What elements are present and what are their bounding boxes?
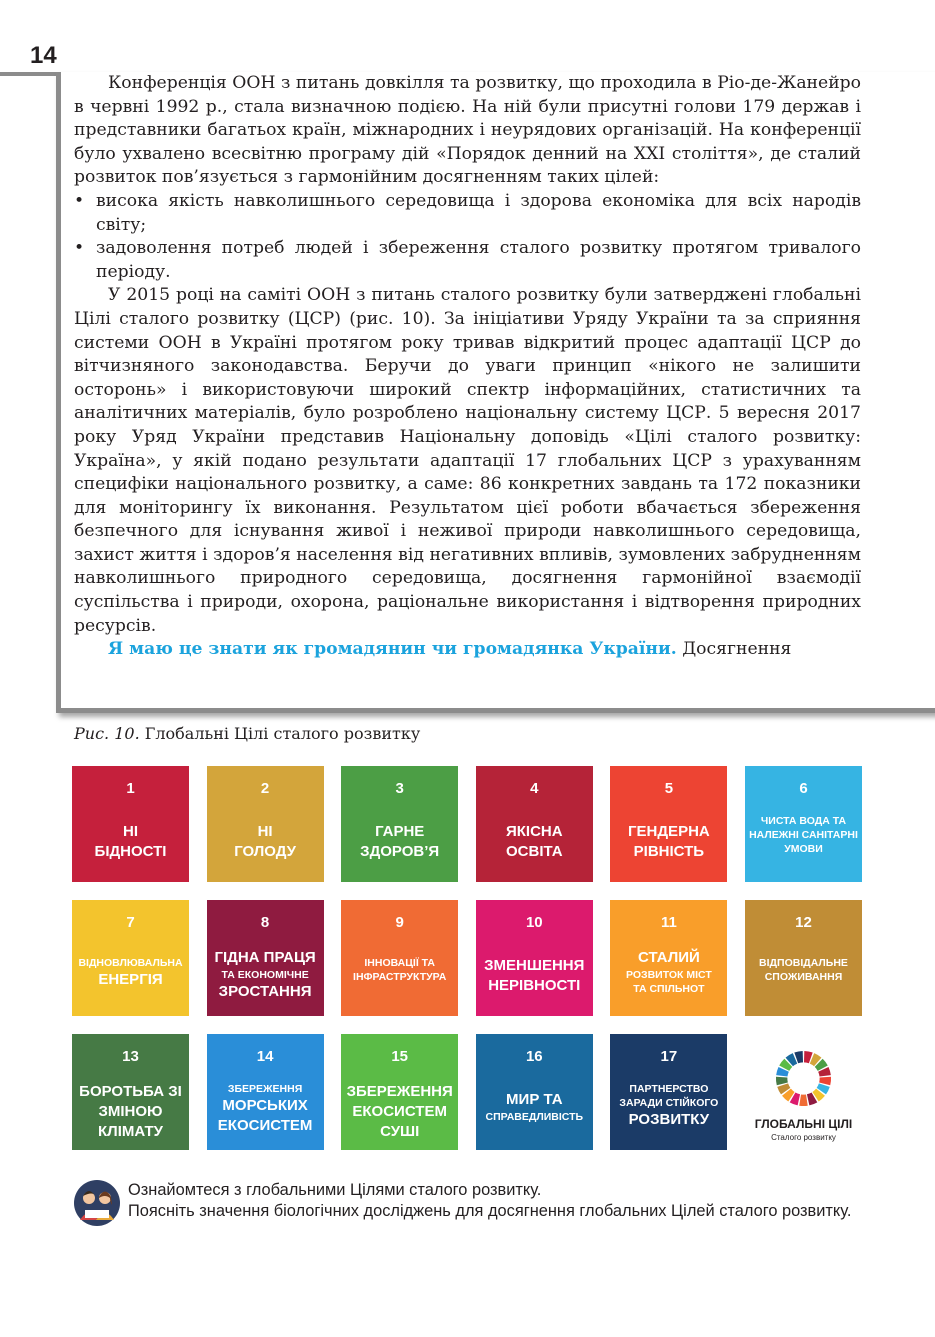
sdg-goal-label [480, 822, 589, 862]
sdg-goal-number: 12 [795, 914, 812, 931]
task-line-2: Поясніть значення біологічних досліджень для досягнення глобальних Цілей сталого розвитку. [128, 1202, 852, 1220]
sdg-goal-number: 14 [256, 1048, 274, 1065]
sdg-goal-17 [610, 1034, 727, 1150]
students-icon [74, 1180, 120, 1226]
list-item [74, 237, 861, 284]
sdg-goal-label-line: БІДНОСТІ [94, 843, 167, 860]
task-text [128, 1180, 868, 1222]
sdg-goal-label-line: ЗРОСТАННЯ [218, 983, 312, 1000]
sdg-goal-9 [341, 900, 458, 1016]
sdg-goal-label-line: ІННОВАЦІЇ ТА [364, 957, 435, 969]
sdg-goal-number: 6 [799, 780, 808, 797]
sdg-goal-number: 3 [395, 780, 404, 797]
sdg-goal-label [749, 956, 858, 984]
sdg-goal-10 [476, 900, 593, 1016]
sdg-goal-label-line: СУШІ [380, 1123, 420, 1140]
sdg-goal-label-line: НІ [257, 823, 273, 840]
sdg-goal-label-line: ГІДНА ПРАЦЯ [214, 949, 316, 966]
sdg-goal-label-line: НЕРІВНОСТІ [488, 977, 581, 994]
sdg-wheel-segment [819, 1077, 831, 1085]
sdg-goal-number: 8 [260, 914, 270, 931]
sdg-goal-number: 2 [260, 780, 270, 797]
sdg-goal-label-line: ПАРТНЕРСТВО [629, 1083, 709, 1095]
list-item [74, 190, 861, 237]
sdg-goal-label-line: УМОВИ [784, 843, 823, 855]
goals-list [74, 190, 861, 284]
sdg-goal-label-line: ЗАРАДИ СТІЙКОГО [619, 1097, 719, 1109]
sdg-goal-3 [341, 766, 458, 882]
sdg-goal-5 [610, 766, 727, 882]
sdg-wheel-segment [799, 1094, 807, 1106]
sdg-goal-7 [72, 900, 189, 1016]
sdg-goal-label-line: НІ [123, 823, 138, 840]
sdg-goal-label-line: ЗМІНОЮ [98, 1103, 163, 1120]
paragraph-1: Конференція ООН з питань довкілля та розвитку, що проходила в Ріо-де-Жанейро в червні 1992 р., стала визначною подією. На ній були присутні голови 179 держав і представники багатьох країн, міжнародних і неурядових організацій. На конференції було ухвалено всесвітню програму дій «Порядок денний на XXI століття», де сталий розвиток пов’язується з гармонійним досягненням таких цілей: [74, 73, 861, 188]
sdg-goal-number: 10 [525, 914, 543, 931]
sdg-goal-label-line: СПРАВЕДЛИВІСТЬ [485, 1111, 584, 1123]
sdg-goal-11 [610, 900, 727, 1016]
sdg-goal-label-line: ВІДПОВІДАЛЬНЕ [759, 957, 848, 969]
list-item-text: висока якість навколишнього середовища і здорова економіка для всіх народів світу; [96, 190, 861, 235]
sdg-goal-label-line: СТАЛИЙ [638, 949, 700, 966]
sdg-goal-label [749, 814, 858, 856]
sdg-goal-label-line: ЯКІСНА [505, 823, 563, 840]
page-number: 14 [30, 42, 57, 69]
list-item-text: задоволення потреб людей і збереження сталого розвитку протягом тривалого періоду. [96, 238, 861, 282]
sdg-goal-label [345, 1082, 454, 1142]
sdg-goal-label-line: РОЗВИТОК МІСТ [625, 969, 712, 981]
sdg-goal-label [480, 956, 589, 996]
sdg-goal-label-line: ЧИСТА ВОДА ТА [760, 815, 847, 827]
sdg-goal-14 [207, 1034, 324, 1150]
figure-caption [74, 724, 420, 743]
sdg-goal-label [480, 1090, 589, 1124]
sdg-goal-label-line: РОЗВИТКУ [628, 1111, 710, 1128]
sdg-goal-13 [72, 1034, 189, 1150]
sdg-wheel-segment [776, 1077, 788, 1085]
sdg-goal-label-line: ЗДОРОВ’Я [360, 843, 440, 860]
paragraph-2: У 2015 році на саміті ООН з питань сталого розвитку були затверджені глобальні Цілі сталого розвитку (ЦСР) (рис. 10). За ініціативи Уряду України та за сприяння системи ООН в Україні протягом року тривав відкритий процес адаптації ЦСР до вітчизняного законодавства. Беручи до уваги принцип «нікого не залишити осторонь» і використовуючи широкий спектр інформаційних, статистичних та аналітичних матеріалів, було розроблено національну систему ЦСР. 5 вересня 2017 року Уряд України представив Національну доповідь «Цілі сталого розвитку: Україна», у якій подано результати адаптації 17 глобальних ЦСР з урахуванням специфіки національного розвитку, а саме: 86 конкретних завдань та 172 показники для моніторингу їх виконання. Результатом цієї роботи вбачається збереження безпечного для існування живої і неживої природи навколишнього середовища, захист життя і здоров’я населення від негативних впливів, зумовлених забрудненням навколишнього природного середовища, досягнення гармонійної взаємодії суспільства і природи, охорона, раціональне використання і відтворення природних ресурсів. [74, 285, 861, 636]
sdg-goal-label-line: ГЕНДЕРНА [628, 823, 710, 840]
sdg-goal-1 [72, 766, 189, 882]
sdg-goal-label [345, 956, 454, 984]
sdg-goal-number: 16 [525, 1048, 543, 1065]
sdg-goal-label [614, 1082, 723, 1130]
sdg-goal-label-line: МОРСЬКИХ [222, 1097, 308, 1114]
sdg-goal-label-line: ТА СПІЛЬНОТ [633, 983, 705, 995]
sdg-goal-label-line: БОРОТЬБА ЗІ [79, 1083, 182, 1100]
sdg-goal-number: 17 [660, 1048, 678, 1065]
sdg-goal-label-line: КЛІМАТУ [98, 1123, 163, 1140]
sdg-goal-number: 13 [122, 1048, 139, 1065]
sdg-grid [72, 766, 862, 1152]
sdg-goal-label-line: ЕНЕРГІЯ [98, 971, 163, 988]
sdg-goal-12 [745, 900, 862, 1016]
sdg-goal-number: 9 [395, 914, 404, 931]
sdg-goal-label-line: ЗМЕНШЕННЯ [484, 957, 585, 974]
sdg-goal-label-line: ВІДНОВЛЮВАЛЬНА [78, 957, 183, 969]
sdg-goal-label [211, 948, 320, 1002]
sdg-goal-label-line: ЗБЕРЕЖЕННЯ [227, 1083, 303, 1095]
sdg-goal-label [211, 822, 320, 862]
sdg-goal-label-line: ЕКОСИСТЕМ [352, 1103, 447, 1120]
sdg-goal-label-line: ГАРНЕ [375, 823, 425, 840]
paragraph-3 [74, 638, 861, 662]
sdg-goal-label [345, 822, 454, 862]
sdg-goal-16 [476, 1034, 593, 1150]
highlight-heading: Я маю це знати як громадянин чи громадянка України. [108, 639, 677, 660]
sdg-goal-label [76, 1082, 185, 1142]
bullet-icon: • [74, 238, 85, 259]
sdg-goal-label-line: ГОЛОДУ [234, 843, 296, 860]
sdg-goal-label-line: РІВНІСТЬ [633, 843, 705, 860]
sdg-goal-6 [745, 766, 862, 882]
sdg-goal-label-line: ЕКОСИСТЕМ [217, 1117, 313, 1134]
sdg-goal-label-line: ЗБЕРЕЖЕННЯ [346, 1083, 453, 1100]
logo-subtitle: Сталого розвитку [771, 1133, 836, 1142]
sdg-goal-label-line: СПОЖИВАННЯ [764, 971, 843, 983]
sdg-goal-number: 7 [126, 914, 135, 931]
sdg-goal-2 [207, 766, 324, 882]
sdg-wheel-icon [775, 1050, 832, 1107]
sdg-goal-label-line: ІНФРАСТРУКТУРА [353, 971, 447, 983]
sdg-goal-number: 5 [664, 780, 674, 797]
global-goals-logo [745, 1034, 862, 1150]
bullet-icon: • [74, 190, 85, 211]
sdg-goal-number: 4 [530, 780, 539, 797]
figure-number: Рис. 10. [74, 724, 140, 743]
sdg-goal-label [614, 948, 723, 996]
main-text [74, 72, 861, 662]
logo-title: ГЛОБАЛЬНІ ЦІЛІ [754, 1117, 853, 1131]
sdg-goal-label [614, 822, 723, 862]
figure-title: Глобальні Цілі сталого розвитку [144, 724, 421, 743]
sdg-goal-number: 1 [126, 780, 135, 797]
sdg-goal-number: 11 [660, 914, 677, 931]
sdg-goal-15 [341, 1034, 458, 1150]
sdg-goal-label [211, 1082, 320, 1136]
sdg-goal-4 [476, 766, 593, 882]
sdg-goal-label-line: ТА ЕКОНОМІЧНЕ [221, 969, 309, 981]
paragraph-3-text: Досягнення [682, 639, 792, 660]
sdg-goal-number: 15 [391, 1048, 409, 1065]
sdg-goal-label-line: ОСВІТА [506, 843, 563, 860]
sdg-goal-label [76, 822, 185, 862]
sdg-goal-label-line: МИР ТА [506, 1091, 563, 1108]
sdg-goal-label [76, 956, 185, 990]
sdg-goal-label-line: НАЛЕЖНІ САНІТАРНІ [749, 829, 858, 841]
sdg-goal-8 [207, 900, 324, 1016]
task-line-1: Ознайомтеся з глобальними Цілями сталого розвитку. [128, 1181, 542, 1199]
top-rule [0, 72, 60, 76]
